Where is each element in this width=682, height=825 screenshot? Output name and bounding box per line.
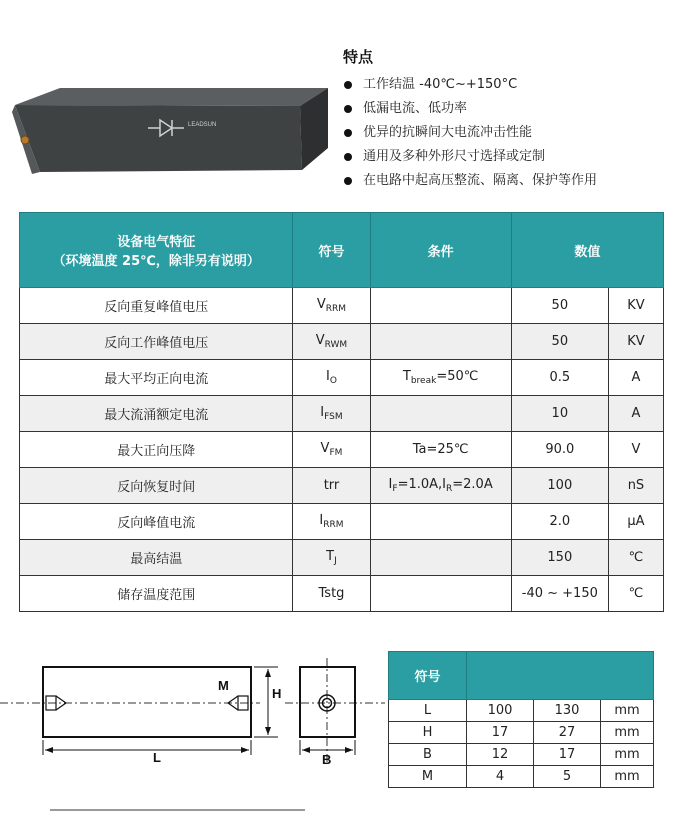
dimension-table bbox=[388, 651, 654, 788]
spec-header-value: 数值 bbox=[511, 213, 663, 288]
table-row: H 17 27 mm bbox=[389, 722, 654, 744]
table-row: 最大平均正向电流 $I_O$ $T_{break}=50℃$ 0.5 A bbox=[20, 360, 664, 396]
table-row: 最大正向压降 $V_{FM}$ Ta=25℃ 90.0 V bbox=[20, 432, 664, 468]
feature-item: 低漏电流、低功率 bbox=[343, 97, 673, 121]
table-row: L 100 130 mm bbox=[389, 700, 654, 722]
table-row: 反向工作峰值电压 $V_{RWM}$ 50 KV bbox=[20, 324, 664, 360]
label-B: B bbox=[322, 752, 332, 767]
table-row: 最高结温 $T_J$ 150 ℃ bbox=[20, 540, 664, 576]
spec-header-symbol: 符号 bbox=[293, 213, 370, 288]
features-section bbox=[343, 46, 673, 193]
label-H: H bbox=[272, 686, 282, 701]
dimension-drawing bbox=[0, 640, 390, 790]
dim-header-blank bbox=[467, 652, 654, 700]
label-M: M bbox=[218, 678, 229, 693]
feature-item: 通用及多种外形尺寸选择或定制 bbox=[343, 145, 673, 169]
features-title: 特点 bbox=[343, 48, 374, 66]
feature-item: 优异的抗瞬间大电流冲击性能 bbox=[343, 121, 673, 145]
dim-header-symbol: 符号 bbox=[389, 652, 467, 700]
label-L: L bbox=[153, 750, 161, 765]
electrical-spec-table bbox=[19, 212, 664, 612]
table-row: 反向峰值电流 $I_{RRM}$ 2.0 μA bbox=[20, 504, 664, 540]
table-row: M 4 5 mm bbox=[389, 766, 654, 788]
table-row: 反向恢复时间 trr $I_F=1.0A,I_R=2.0A$ 100 nS bbox=[20, 468, 664, 504]
features-list bbox=[343, 73, 673, 193]
feature-item: 在电路中起高压整流、隔离、保护等作用 bbox=[343, 169, 673, 193]
product-brand: LEADSUN bbox=[188, 122, 217, 128]
spec-header-condition: 条件 bbox=[370, 213, 511, 288]
cropped-caption-line bbox=[50, 808, 310, 812]
table-row: B 12 17 mm bbox=[389, 744, 654, 766]
table-row: 反向重复峰值电压 $V_{RRM}$ 50 KV bbox=[20, 288, 664, 324]
product-image bbox=[10, 60, 330, 190]
feature-item: 工作结温 -40℃~+150°C bbox=[343, 73, 673, 97]
spec-header-name: 设备电气特征 （环境温度 25℃，除非另有说明） bbox=[20, 213, 293, 288]
table-row: 最大流涌额定电流 $I_{FSM}$ 10 A bbox=[20, 396, 664, 432]
table-row: 储存温度范围 Tstg -40 ~ +150 ℃ bbox=[20, 576, 664, 612]
